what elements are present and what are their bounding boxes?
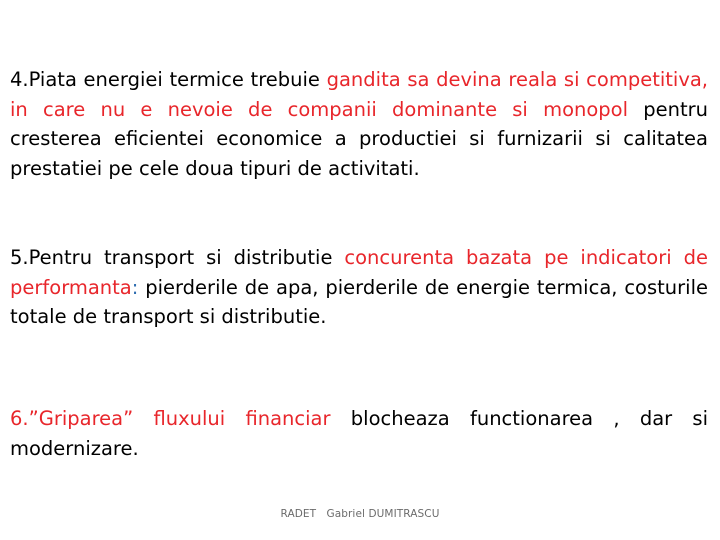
- colon-accent: :: [131, 275, 139, 299]
- text-segment: blocheaza functionarea , dar si modernizare.: [10, 407, 709, 460]
- highlighted-text-segment: 6.”Griparea” fluxului financiar: [10, 407, 331, 430]
- text-segment: 5.Pentru transport si distributie: [10, 246, 345, 269]
- text-segment: pentru cresterea eficientei economice a productiei si furnizarii si calitatea prestatiei pe cele doua tipuri de activitati.: [10, 97, 708, 180]
- paragraph-6: [10, 404, 708, 463]
- paragraph-5: [10, 243, 708, 332]
- text-segment: pierderile de apa, pierderile de energie termica, costurile totale de transport si distributie.: [10, 275, 708, 328]
- highlighted-text-segment: gandita sa devina reala si competitiva, in care nu e nevoie de companii dominante si monopol: [10, 68, 709, 121]
- highlighted-text-segment: concurenta bazata pe indicatori de performanta: [10, 246, 708, 299]
- paragraph-4: [10, 65, 708, 183]
- slide-footer: RADET Gabriel DUMITRASCU: [280, 508, 440, 520]
- text-segment: 4.Piata energiei termice trebuie: [10, 68, 327, 91]
